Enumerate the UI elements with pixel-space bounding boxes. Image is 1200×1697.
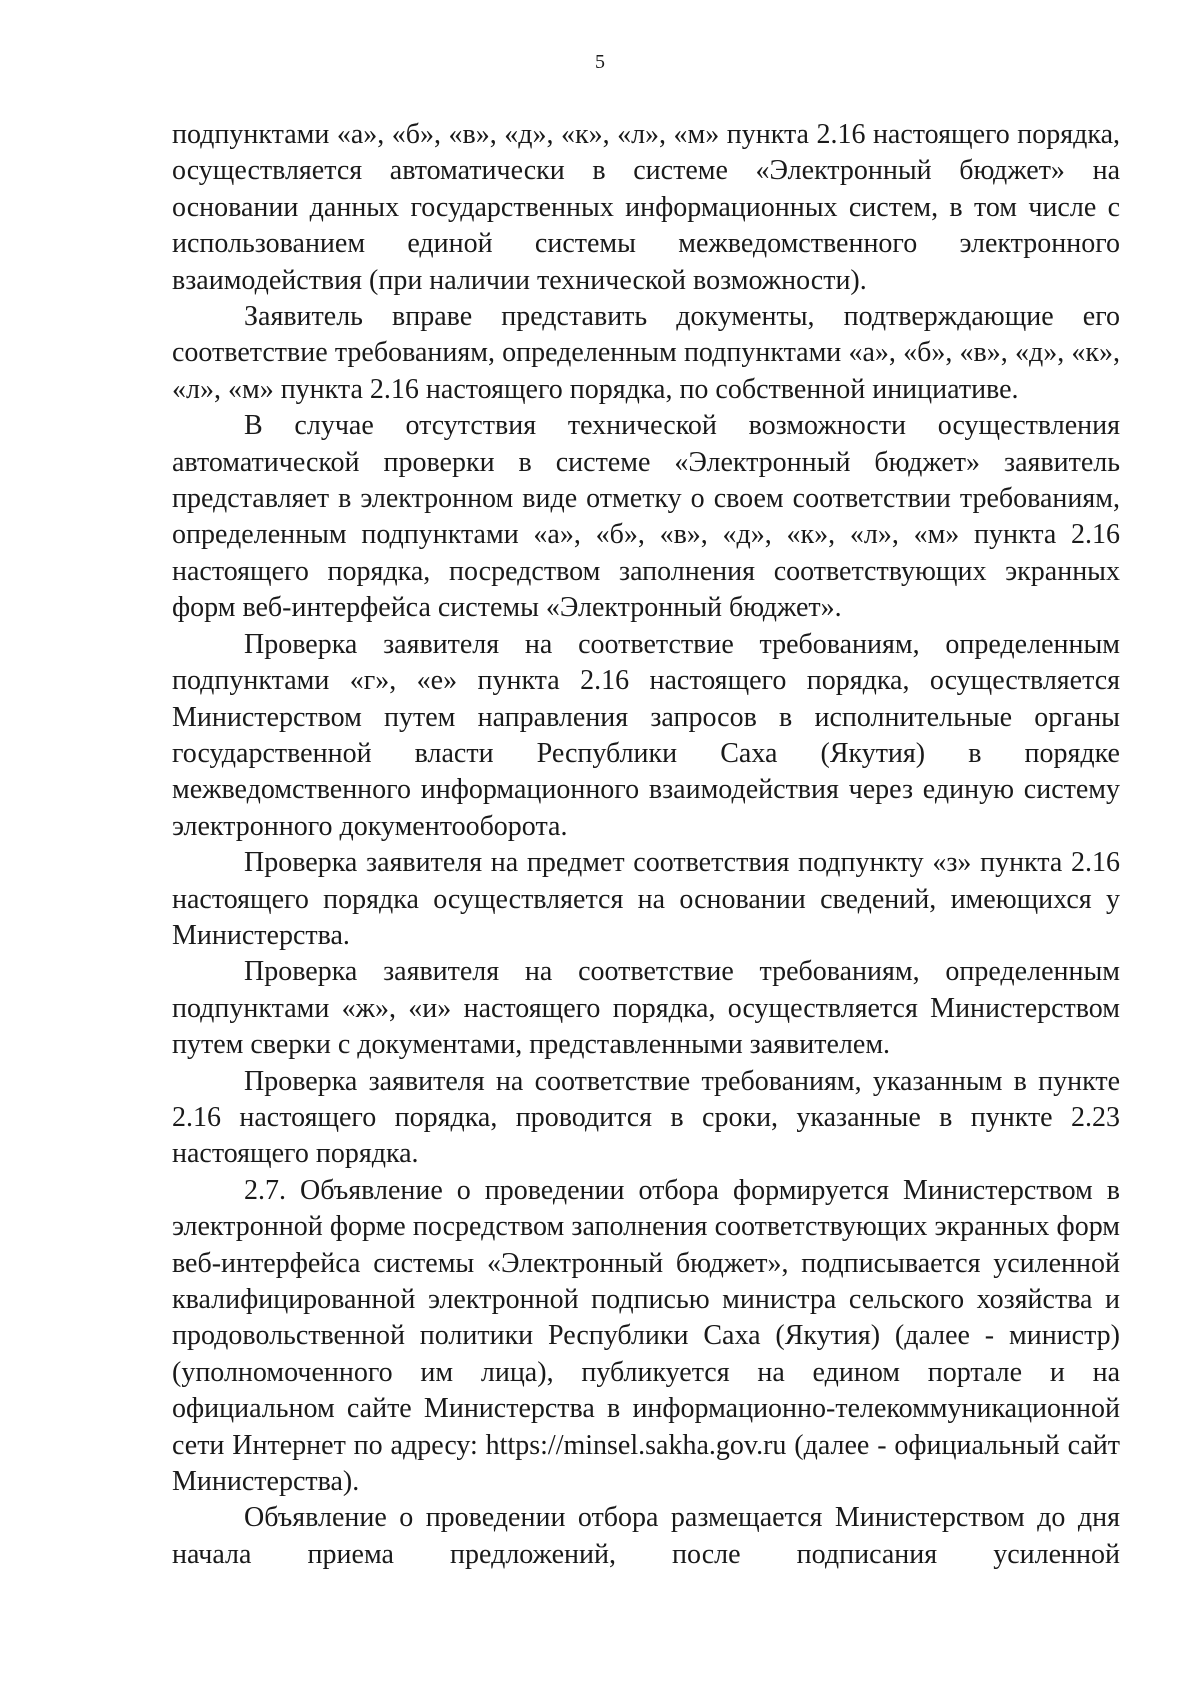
paragraph-check-deadlines: Проверка заявителя на соответствие требованиям, указанным в пункте 2.16 настоящего порядка, проводится в сроки, указанные в пункте 2.23 настоящего порядка. — [172, 1065, 1120, 1170]
paragraph-check-z: Проверка заявителя на предмет соответствия подпункту «з» пункта 2.16 настоящего порядка осуществляется на основании сведений, имеющихся у Министерства. — [172, 847, 1120, 951]
paragraph-applicant-right: Заявитель вправе представить документы, подтверждающие его соответствие требованиям, определенным подпунктами «а», «б», «в», «д», «к», «л», «м» пункта 2.16 настоящего порядка, по собственной инициативе. — [172, 301, 1120, 405]
document-body — [172, 117, 1120, 1573]
page-number: 5 — [595, 51, 605, 73]
paragraph-no-technical-possibility: В случае отсутствия технической возможности осуществления автоматической проверки в системе «Электронный бюджет» заявитель представляет в электронном виде отметку о своем соответствии требованиям, определенным подпунктами «а», «б», «в», «д», «к», «л», «м» пункта 2.16 настоящего порядка, посредством заполнения соответствующих экранных форм веб-интерфейса системы «Электронный бюджет». — [172, 410, 1120, 624]
paragraph-announcement-placement: Объявление о проведении отбора размещается Министерством до дня начала приема предложений, после подписания усиленной — [172, 1502, 1120, 1570]
paragraph-check-g-e: Проверка заявителя на соответствие требованиям, определенным подпунктами «г», «е» пункта 2.16 настоящего порядка, осуществляется Министерством путем направления запросов в исполнительные органы государственной власти Республики Саха (Якутия) в порядке межведомственного информационного взаимодействия через единую систему электронного документооборота. — [172, 628, 1120, 842]
paragraph-continuation: подпунктами «а», «б», «в», «д», «к», «л», «м» пункта 2.16 настоящего порядка, осуществляется автоматически в системе «Электронный бюджет» на основании данных государственных информационных систем, в том числе с использованием единой системы межведомственного электронного взаимодействия (при наличии технической возможности). — [172, 119, 1120, 296]
paragraph-section-2-7: 2.7. Объявление о проведении отбора формируется Министерством в электронной форме посредством заполнения соответствующих экранных форм веб-интерфейса системы «Электронный бюджет», подписывается усиленной квалифицированной электронной подписью министра сельского хозяйства и продовольственной политики Республики Саха (Якутия) (далее - министр) (уполномоченного им лица), публикуется на едином портале и на официальном сайте Министерства в информационно-телекоммуникационной сети Интернет по адресу: https://minsel.sakha.gov.ru (далее - официальный сайт Министерства). — [172, 1174, 1120, 1498]
paragraph-check-zh-i: Проверка заявителя на соответствие требованиям, определенным подпунктами «ж», «и» настоящего порядка, осуществляется Министерством путем сверки с документами, представленными заявителем. — [172, 956, 1120, 1061]
